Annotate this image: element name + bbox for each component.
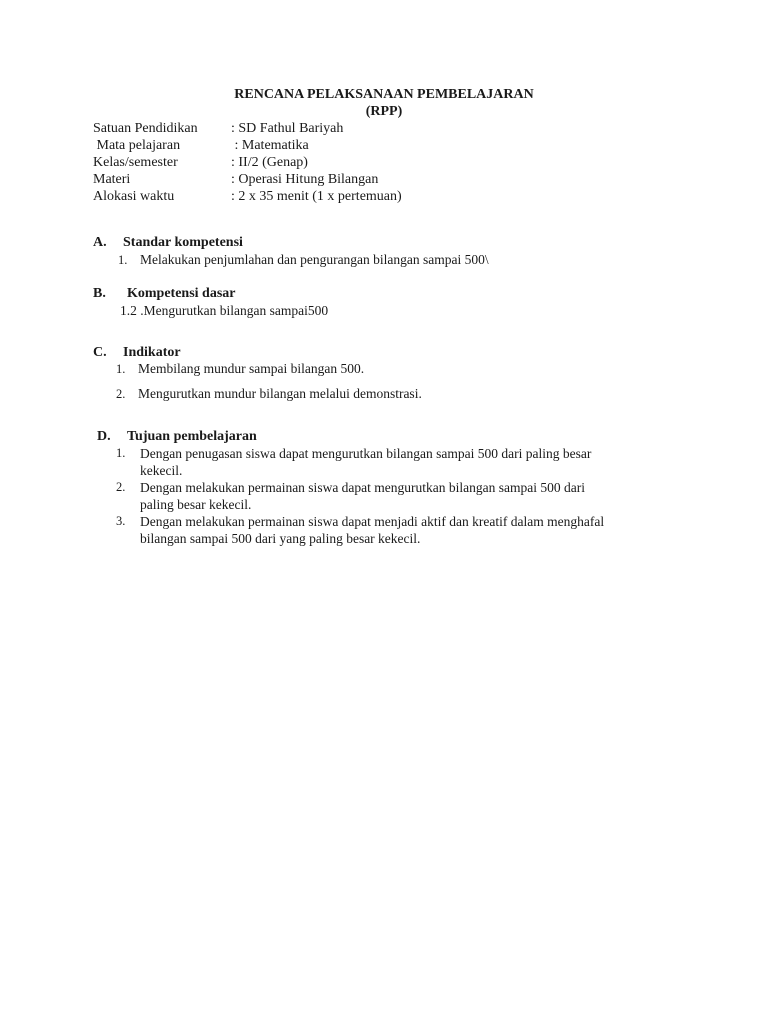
info-label: Mata pelajaran [93,138,181,153]
section-letter: D. [97,429,111,444]
section-title: Tujuan pembelajaran [127,429,257,444]
info-row-satuan [93,120,402,137]
list-text-line: Dengan melakukan permainan siswa dapat menjadi aktif dan kreatif dalam menghafal [140,514,605,529]
list-number: 1. [116,362,126,376]
section-letter: C. [93,345,107,360]
list-text-line: bilangan sampai 500 dari yang paling besar kekecil. [140,531,421,546]
list-number: 1. [118,253,128,267]
section-letter: A. [93,235,107,250]
identity-table [93,120,402,205]
document-subtitle: (RPP) [365,104,403,119]
info-label: Materi [93,172,131,187]
list-number: 3. [116,514,126,528]
document-title-block [0,86,768,120]
info-value: : SD Fathul Bariyah [231,121,344,136]
info-row-alokasi [93,188,402,205]
list-text-line: Dengan penugasan siswa dapat mengurutkan bilangan sampai 500 dari paling besar [140,446,592,461]
list-item [118,251,489,269]
list-text-line: paling besar kekecil. [140,497,252,512]
section-letter: B. [93,286,106,301]
info-row-materi [93,171,402,188]
list-item [120,302,328,319]
list-text: Mengurutkan mundur bilangan melalui demonstrasi. [138,386,422,401]
section-a-heading [93,234,243,251]
info-value: : II/2 (Genap) [231,155,308,170]
document-title: RENCANA PELAKSANAAN PEMBELAJARAN [234,87,534,102]
list-item [116,445,676,479]
info-value: : Operasi Hitung Bilangan [231,172,379,187]
list-text-line: kekecil. [140,463,183,478]
section-c-heading [93,344,181,361]
list-item [116,385,422,403]
list-item [116,479,676,513]
list-text-line: Dengan melakukan permainan siswa dapat mengurutkan bilangan sampai 500 dari [140,480,585,495]
section-d-heading [97,428,257,445]
list-text: Melakukan penjumlahan dan pengurangan bilangan sampai 500\ [140,252,489,267]
list-text: Membilang mundur sampai bilangan 500. [138,361,365,376]
list-item [116,360,364,378]
list-text: 1.2 .Mengurutkan bilangan sampai500 [120,303,329,318]
section-b-heading [93,285,236,302]
list-number: 1. [116,446,126,460]
info-label: Alokasi waktu [93,189,175,204]
list-number: 2. [116,480,126,494]
section-title: Kompetensi dasar [127,286,236,301]
info-label: Satuan Pendidikan [93,121,198,136]
section-title: Standar kompetensi [123,235,243,250]
info-row-kelas [93,154,402,171]
list-item [116,513,676,547]
section-title: Indikator [123,345,181,360]
info-label: Kelas/semester [93,155,178,170]
info-value: : 2 x 35 menit (1 x pertemuan) [231,189,402,204]
list-number: 2. [116,387,126,401]
info-value: : Matematika [231,138,309,153]
info-row-mapel [93,137,402,154]
